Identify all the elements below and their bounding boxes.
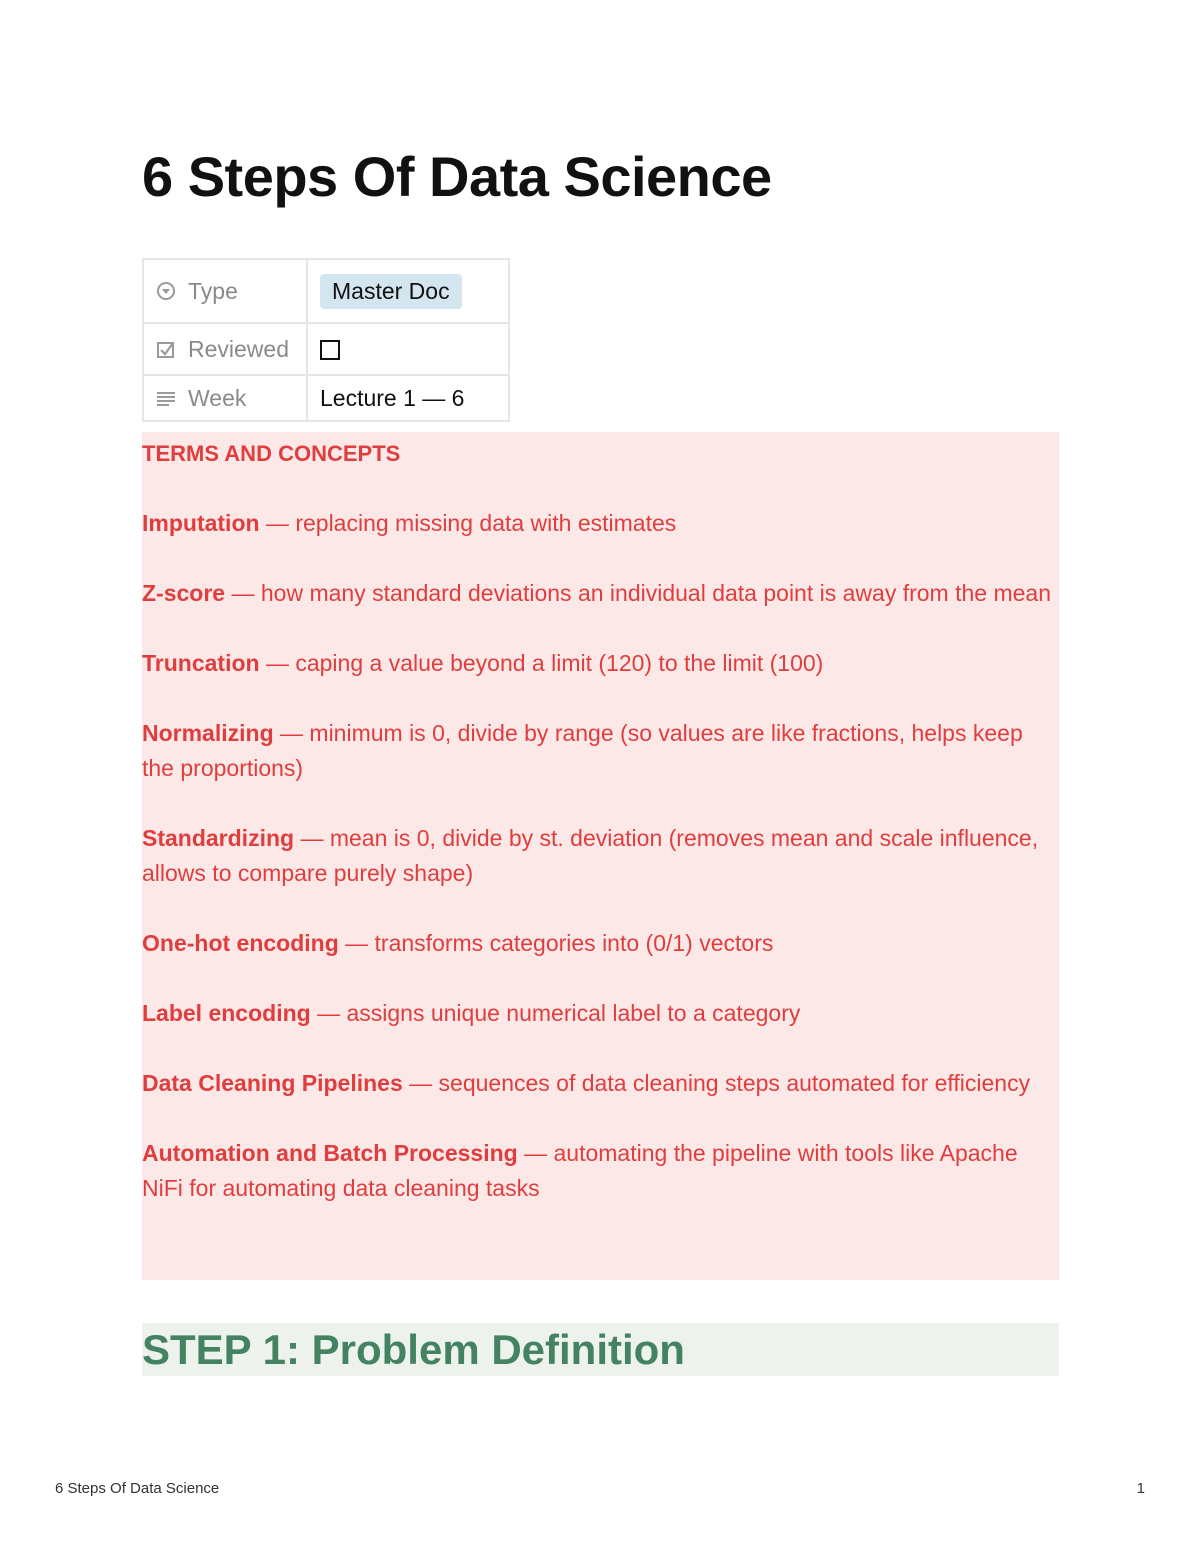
term-definition: — sequences of data cleaning steps automated for efficiency <box>402 1070 1031 1096</box>
term-name: Automation and Batch Processing <box>142 1140 518 1166</box>
property-key[interactable] <box>143 323 307 375</box>
page-title: 6 Steps Of Data Science <box>142 145 772 208</box>
term-item <box>142 821 1059 891</box>
term-name: Normalizing <box>142 720 274 746</box>
property-key[interactable] <box>143 259 307 323</box>
property-row-week <box>143 375 509 421</box>
footer-title: 6 Steps Of Data Science <box>55 1480 220 1497</box>
term-item <box>142 1066 1059 1101</box>
term-definition: — how many standard deviations an individual data point is away from the mean <box>225 580 1051 606</box>
checkbox-icon <box>156 339 176 359</box>
term-name: Truncation <box>142 650 260 676</box>
term-name: Imputation <box>142 510 260 536</box>
property-value[interactable] <box>307 259 509 323</box>
reviewed-checkbox[interactable] <box>320 340 340 360</box>
property-key-label: Type <box>188 277 238 304</box>
term-name: Label encoding <box>142 1000 311 1026</box>
term-definition: — assigns unique numerical label to a category <box>310 1000 801 1026</box>
property-key-label: Week <box>188 384 247 411</box>
properties-table <box>142 258 510 422</box>
property-value[interactable] <box>307 375 509 421</box>
step-1-heading: STEP 1: Problem Definition <box>142 1323 1059 1376</box>
property-row-type <box>143 259 509 323</box>
term-item <box>142 716 1059 786</box>
callout-heading: TERMS AND CONCEPTS <box>142 441 401 466</box>
term-item <box>142 646 1059 681</box>
term-definition: — automating the pipeline with tools like Apache NiFi for automating data cleaning tasks <box>142 1140 1018 1201</box>
footer-page-number: 1 <box>1136 1480 1145 1497</box>
type-tag[interactable]: Master Doc <box>320 274 462 309</box>
term-name: Standardizing <box>142 825 295 851</box>
term-definition: — minimum is 0, divide by range (so values are like fractions, helps keep the proportions) <box>142 720 1023 781</box>
select-icon <box>156 281 176 301</box>
term-name: One-hot encoding <box>142 930 339 956</box>
property-row-reviewed <box>143 323 509 375</box>
term-definition: — replacing missing data with estimates <box>259 510 677 536</box>
text-lines-icon <box>156 388 176 408</box>
term-item <box>142 996 1059 1031</box>
term-item <box>142 506 1059 541</box>
property-key[interactable] <box>143 375 307 421</box>
property-value[interactable] <box>307 323 509 375</box>
terms-callout <box>142 432 1059 1280</box>
term-definition: — mean is 0, divide by st. deviation (removes mean and scale influence, allows to compare purely shape) <box>142 825 1039 886</box>
term-item <box>142 926 1059 961</box>
week-value: Lecture 1 — 6 <box>320 384 465 411</box>
term-item <box>142 1136 1059 1206</box>
term-name: Data Cleaning Pipelines <box>142 1070 403 1096</box>
term-item <box>142 576 1059 611</box>
property-key-label: Reviewed <box>188 335 289 362</box>
term-definition: — caping a value beyond a limit (120) to the limit (100) <box>259 650 824 676</box>
term-definition: — transforms categories into (0/1) vectors <box>338 930 774 956</box>
term-name: Z-score <box>142 580 226 606</box>
